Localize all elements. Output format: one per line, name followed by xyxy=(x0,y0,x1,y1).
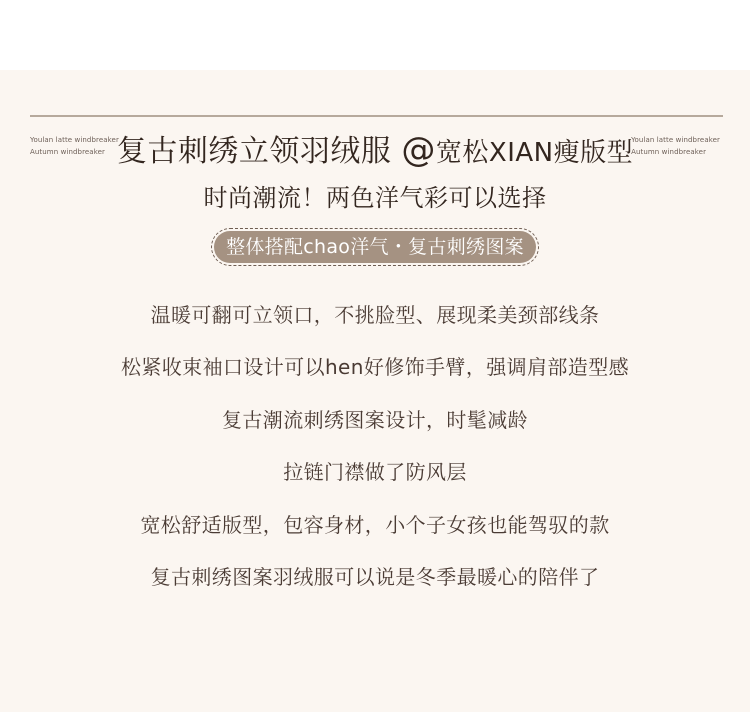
title-tail: 宽松XIAN瘦版型 xyxy=(435,138,634,168)
feature-line: 拉链门襟做了防风层 xyxy=(283,460,467,485)
product-title xyxy=(0,128,750,175)
feature-line: 温暖可翻可立领口，不挑脸型、展现柔美颈部线条 xyxy=(150,303,600,327)
top-divider-line xyxy=(30,115,723,117)
corner-caption-line: Youlan latte windbreaker xyxy=(631,136,720,144)
feature-line: 松紧收束袖口设计可以hen好修饰手臂，强调肩部造型感 xyxy=(120,355,630,380)
feature-line: 复古刺绣图案羽绒服可以说是冬季最暖心的陪伴了 xyxy=(150,564,600,589)
feature-line: 复古潮流刺绣图案设计，时髦减龄 xyxy=(222,407,528,432)
style-tag-badge: 整体搭配chao洋气・复古刺绣图案 xyxy=(214,231,536,263)
feature-list xyxy=(0,300,750,614)
corner-caption-line: Youlan latte windbreaker xyxy=(30,136,119,144)
product-subtitle: 时尚潮流！两色洋气彩可以选择 xyxy=(203,184,547,212)
corner-caption-line: Autumn windbreaker xyxy=(631,148,707,156)
title-at-sign: @ xyxy=(401,130,436,170)
corner-caption-line: Autumn windbreaker xyxy=(30,148,105,156)
feature-line: 宽松舒适版型，包容身材，小个子女孩也能驾驭的款 xyxy=(140,512,610,537)
title-main: 复古刺绣立领羽绒服 xyxy=(116,134,392,169)
tag-wrapper xyxy=(0,231,750,263)
